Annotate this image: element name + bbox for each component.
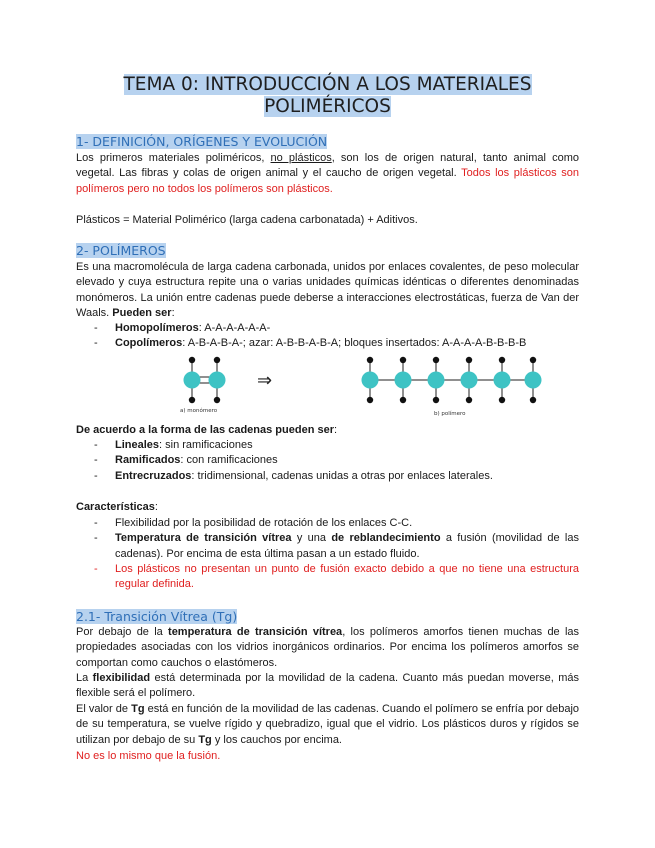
section-2-heading: 2- POLÍMEROS — [76, 243, 166, 258]
reaction-arrow: ⇒ — [257, 370, 273, 391]
characteristics-list — [76, 516, 579, 592]
tg-paragraph: Por debajo de la temperatura de transición vítrea, los polímeros amorfos tienen muchas de las propiedades asociadas con los vidrios inorgánicos ordinarios. Por encima los polímeros amorfos se comportan como cauchos o elastómeros. — [76, 626, 580, 669]
tg-value-paragraph: El valor de Tg está en función de la movilidad de las cadenas. Cuando el polímero se enfría por debajo de su temperatura, se vuelve rígido y quebradizo, igual que el vidrio. Los plásticos duros y rígidos se utilizan por debajo de su Tg y los cauchos por encima. — [76, 703, 580, 746]
plasticos-formula: Plásticos = Material Polimérico (larga cadena carbonatada) + Aditivos. — [76, 214, 418, 226]
chain-shapes-list — [76, 438, 579, 484]
polymer-types-list — [76, 321, 579, 352]
section-2-paragraph: Es una macromolécula de larga cadena carbonada, unidos por enlaces covalentes, de peso molecular elevado y cuya estructura repite una o varias unidades químicas idénticas o diferentes denominadas monómeros. La unión entre cadenas puede deberse a interacciones electrostáticas, fuerza de Van der Waals. Pueden ser: — [76, 261, 579, 319]
section-1-heading: 1- DEFINICIÓN, ORÍGENES Y EVOLUCIÓN — [76, 134, 328, 149]
section-1-paragraph: Los primeros materiales poliméricos, no plásticos, son los de origen natural, tanto animal como vegetal. Las fibras y colas de origen animal y el caucho de origen vegetal. Todos los plásticos son polímeros pero no todos los polímeros son plásticos. — [76, 152, 580, 195]
monomer-label: a) monómero — [180, 408, 218, 414]
section-2-1-heading: 2.1- Transición Vítrea (Tg) — [76, 609, 238, 624]
flexibility-paragraph: La flexibilidad está determinada por la movilidad de la cadena. Cuanto más puedan moverse, más flexible será el polímero. — [76, 672, 580, 700]
list-item: - Entrecruzados: tridimensional, cadenas unidas a otras por enlaces laterales. — [76, 469, 579, 484]
list-item: - Flexibilidad por la posibilidad de rotación de los enlaces C-C. — [76, 516, 579, 531]
list-item: - Lineales: sin ramificaciones — [76, 438, 579, 453]
monomer-figure — [184, 357, 226, 403]
list-item: - Temperatura de transición vítrea y una de reblandecimiento a fusión (movilidad de las cadenas). Por encima de esta última pasan a un estado fluido. — [76, 531, 579, 562]
polymer-label: b) polímero — [434, 411, 466, 417]
chain-shape-heading: De acuerdo a la forma de las cadenas pueden ser: — [76, 424, 338, 436]
list-item: - Ramificados: con ramificaciones — [76, 453, 579, 468]
list-item: - Homopolímeros: A-A-A-A-A-A- — [76, 321, 579, 336]
list-item: - Los plásticos no presentan un punto de fusión exacto debido a que no tiene una estructura regular definida. — [76, 562, 579, 593]
fusion-note: No es lo mismo que la fusión. — [76, 750, 221, 762]
characteristics-heading: Características: — [76, 501, 158, 513]
monomer-polymer-diagram — [178, 352, 558, 418]
polymer-figure — [362, 357, 542, 403]
page-title: TEMA 0: INTRODUCCIÓN A LOS MATERIALES POLIMÉRICOS — [123, 74, 532, 117]
list-item: - Copolímeros: A-B-A-B-A-; azar: A-B-B-A-B-A; bloques insertados: A-A-A-A-B-B-B-B — [76, 336, 579, 351]
